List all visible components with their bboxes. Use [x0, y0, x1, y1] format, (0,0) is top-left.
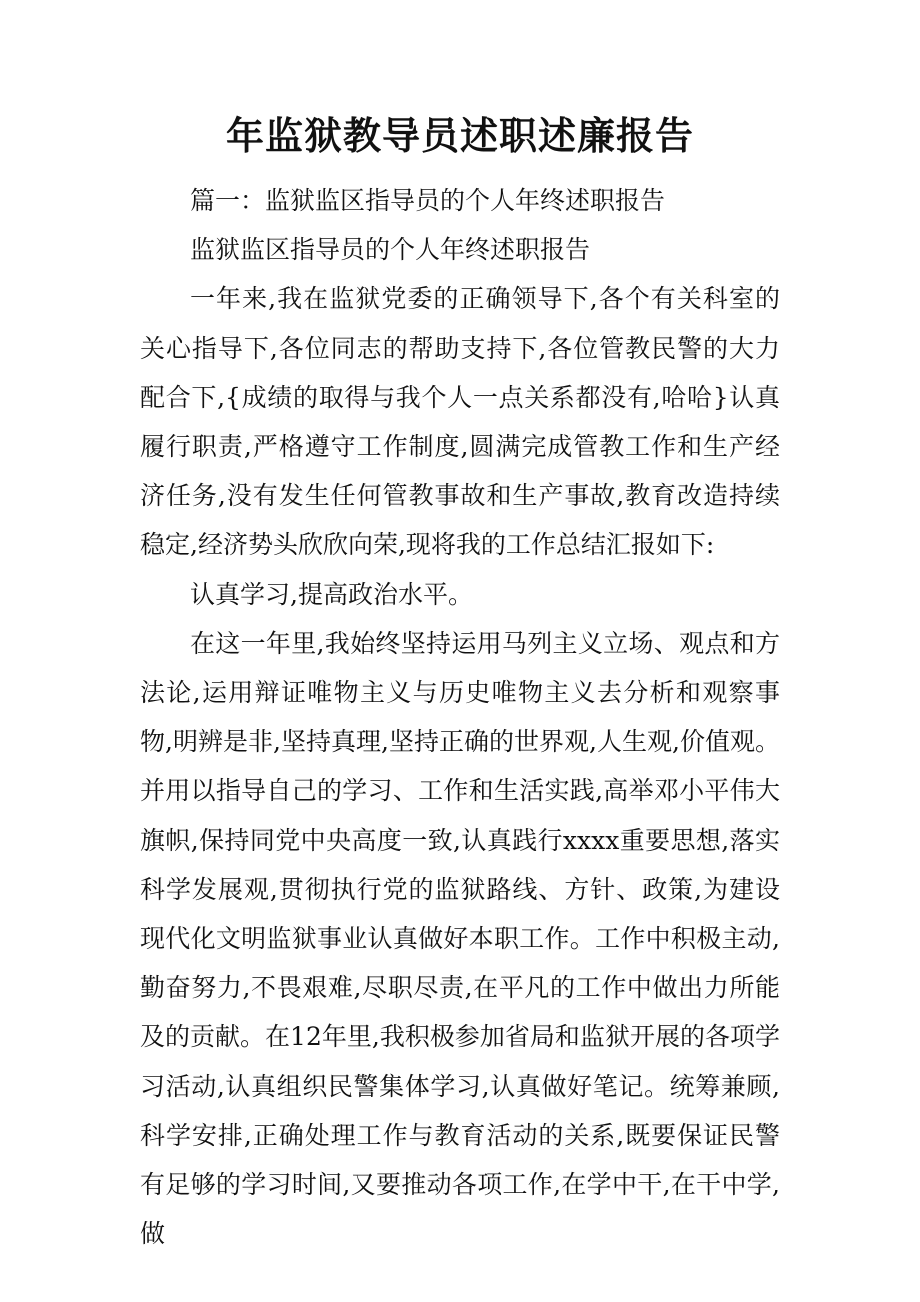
paragraph-subheading: 认真学习,提高政治水平。	[190, 579, 473, 609]
document-body	[140, 176, 780, 1258]
document-title: 年监狱教导员述职述廉报告	[225, 113, 694, 158]
paragraph-study: 在这一年里,我始终坚持运用马列主义立场、观点和方法论,运用辩证唯物主义与历史唯物主义去分析和观察事物,明辨是非,坚持真理,坚持正确的世界观,人生观,价值观。并用以指导自己的学习、工作和生活实践,高举邓小平伟大旗帜,保持同党中央高度一致,认真践行xxxx重要思想,落实科学发展观,贯彻执行党的监狱路线、方针、政策,为建设现代化文明监狱事业认真做好本职工作。工作中积极主动,勤奋努力,不畏艰难,尽职尽责,在平凡的工作中做出力所能及的贡献。在12年里,我积极参加省局和监狱开展的各项学习活动,认真组织民警集体学习,认真做好笔记。统筹兼顾,科学安排,正确处理工作与教育活动的关系,既要保证民警有足够的学习时间,又要推动各项工作,在学中干,在干中学,做	[140, 628, 780, 1249]
paragraph-intro: 一年来,我在监狱党委的正确领导下,各个有关科室的关心指导下,各位同志的帮助支持下,各位管教民警的大力配合下,{成绩的取得与我个人一点关系都没有,哈哈}认真履行职责,严格遵守工作制度,圆满完成管教工作和生产经济任务,没有发生任何管教事故和生产事故,教育改造持续稳定,经济势头欣欣向荣,现将我的工作总结汇报如下:	[140, 284, 780, 560]
paragraph-report-title: 监狱监区指导员的个人年终述职报告	[190, 235, 591, 265]
paragraph-section-heading: 篇一：监狱监区指导员的个人年终述职报告	[190, 186, 666, 215]
